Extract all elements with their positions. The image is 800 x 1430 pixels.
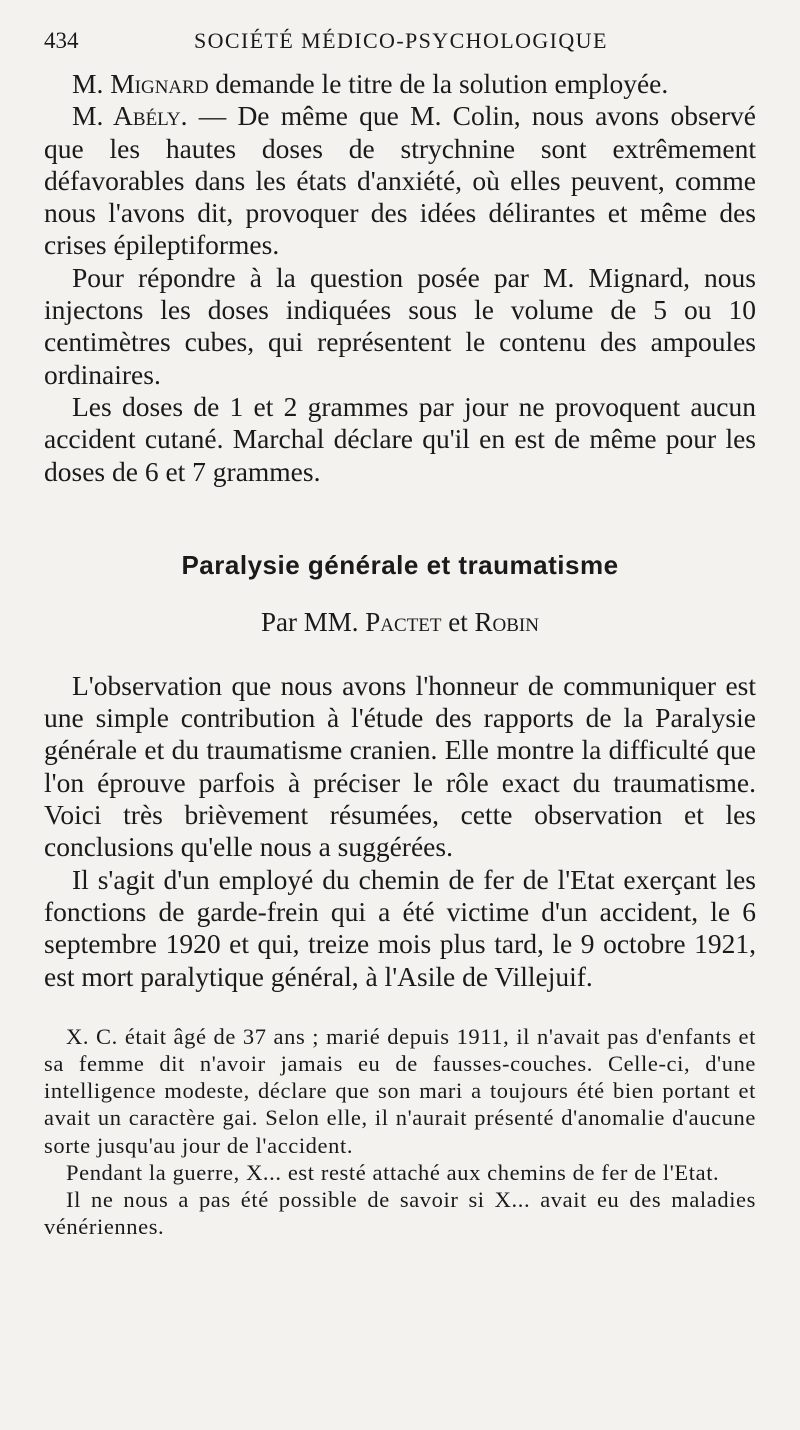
speaker-name: M. Mignard (72, 68, 209, 99)
observation-paragraph: Pendant la guerre, X... est resté attaché aux chemins de fer de l'Etat. (66, 1159, 720, 1185)
discussion-section (44, 68, 756, 488)
byline-conjunction: et (441, 606, 475, 637)
discussion-paragraph: Pour répondre à la question posée par M. Mignard, nous injectons les doses indiquées sous le volume de 5 ou 10 centimètres cubes, qui représentent le contenu des ampoules ordinaires. (44, 261, 756, 390)
speaker-name: M. Abély. (72, 100, 188, 132)
running-head (44, 28, 756, 54)
journal-title: SOCIÉTÉ MÉDICO-PSYCHOLOGIQUE (194, 28, 608, 53)
byline-prefix: Par MM. (261, 606, 366, 637)
paragraph-text: — De même que M. Colin, nous avons observé que les hautes doses de strychnine sont extrêmement défavorables dans les états d'anxiété, où elles peuvent, comme nous l'avons dit, provoquer des idées délirantes et même des crises épileptiformes. (44, 100, 756, 261)
paragraph-text: demande le titre de la solution employée. (208, 68, 669, 99)
discussion-paragraph (44, 100, 756, 261)
body-paragraph: Il s'agit d'un employé du chemin de fer de l'Etat exerçant les fonctions de garde-frein qui a été victime d'un accident, le 6 septembre 1920 et qui, treize mois plus tard, le 9 octobre 1921, est mort paralytique général, à l'Asile de Villejuif. (44, 863, 756, 992)
author-name: Pactet (365, 606, 442, 637)
article-title: Paralysie générale et traumatisme (181, 549, 619, 580)
discussion-paragraph (44, 68, 756, 100)
author-name: Robin (474, 606, 539, 637)
article-byline (44, 607, 756, 638)
observation-paragraph: X. C. était âgé de 37 ans ; marié depuis 1911, il n'avait pas d'enfants et sa femme dit n'avoir jamais eu de fausses-couches. Celle-ci, d'une intelligence modeste, déclare que son mari a toujours été bien portant et avait un caractère gai. Selon elle, il n'aurait présenté d'anomalie d'aucune sorte jusqu'au jour de l'accident. (44, 1023, 756, 1158)
discussion-paragraph: Les doses de 1 et 2 grammes par jour ne provoquent aucun accident cutané. Marchal déclare qu'il en est de même pour les doses de 6 et 7 grammes. (44, 390, 756, 487)
observation-section (44, 1023, 756, 1241)
page-number: 434 (44, 28, 79, 53)
body-paragraph: L'observation que nous avons l'honneur de communiquer est une simple contribution à l'étude des rapports de la Paralysie générale et du traumatisme cranien. Elle montre la difficulté que l'on éprouve parfois à préciser le rôle exact du traumatisme. Voici très brièvement résumées, cette observation et les conclusions qu'elle nous a suggérées. (44, 669, 756, 863)
article-body (44, 670, 756, 993)
observation-paragraph: Il ne nous a pas été possible de savoir si X... avait eu des maladies vénériennes. (44, 1187, 756, 1240)
